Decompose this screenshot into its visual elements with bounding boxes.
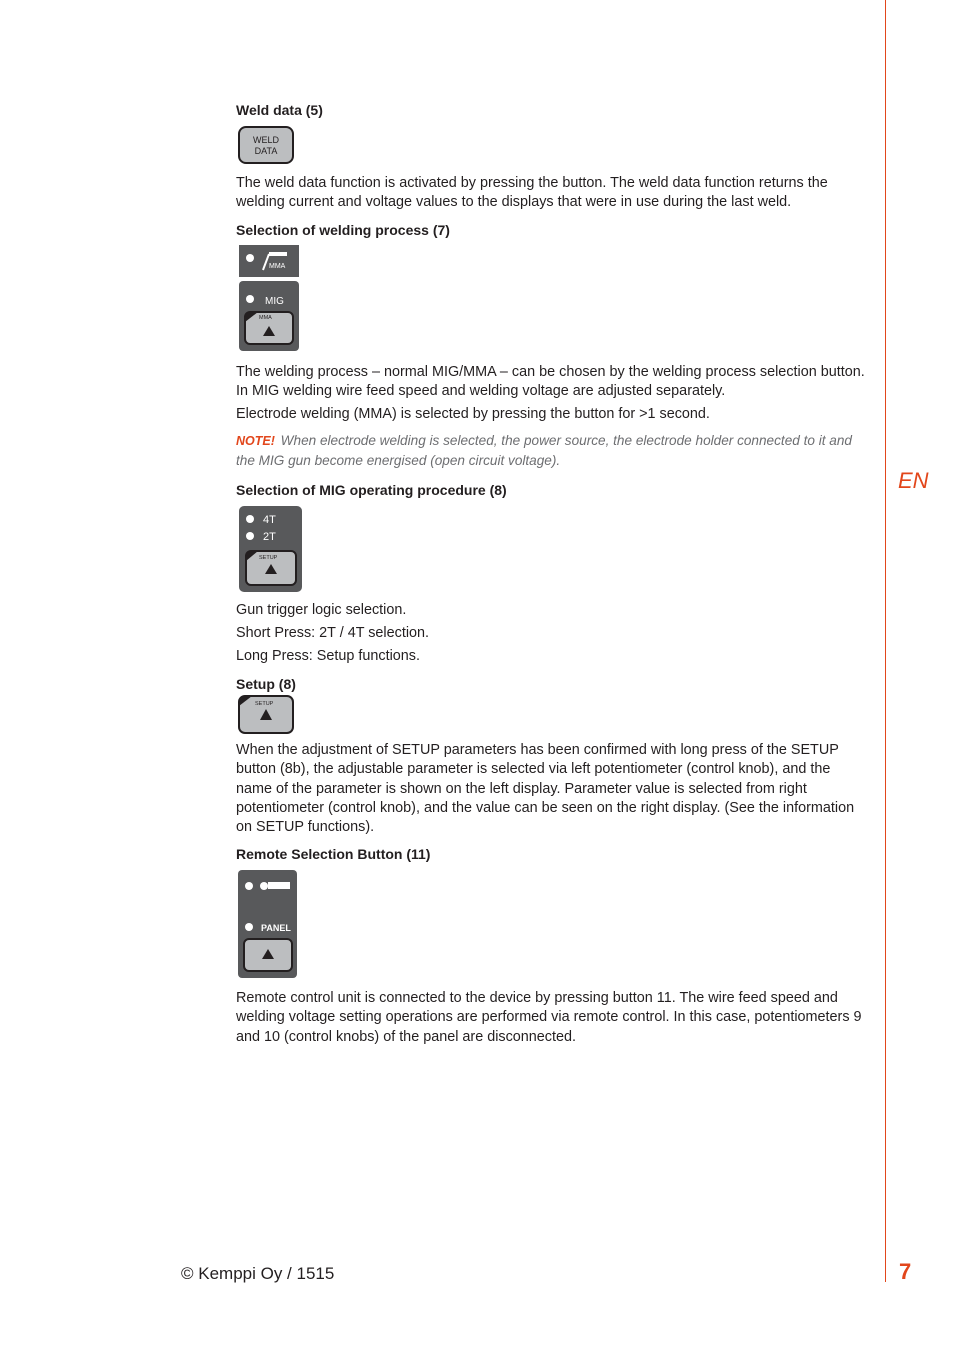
setup-heading: Setup (8) <box>236 676 296 692</box>
mig-line-2: Short Press: 2T / 4T selection. <box>236 625 430 641</box>
process-text-1: The welding process – normal MIG/MMA – can be chosen by the welding process selection button. In MIG welding wire feed speed and welding voltage are adjusted separately. <box>236 364 865 400</box>
margin-rule <box>885 0 886 1282</box>
language-tab: EN <box>898 468 929 493</box>
remote-heading: Remote Selection Button (11) <box>236 846 431 862</box>
mig-line-1: Gun trigger logic selection. <box>236 602 407 618</box>
mig-led-icon <box>246 295 254 303</box>
mig-procedure-heading: Selection of MIG operating procedure (8) <box>236 482 507 498</box>
mig-label: MIG <box>265 296 284 307</box>
page-number: 7 <box>899 1259 912 1284</box>
weld-data-label-1: WELD <box>252 135 280 145</box>
2t-led-icon <box>246 532 254 540</box>
setup-label: SETUP <box>255 701 274 707</box>
footer-copyright: © Kemppi Oy / 1515 <box>181 1264 335 1283</box>
remote-connector-icon <box>260 882 268 890</box>
setup-button-label: SETUP <box>259 555 278 561</box>
weld-data-button-image <box>238 126 294 164</box>
process-panel-image <box>238 244 302 352</box>
panel-led-icon <box>245 923 253 931</box>
process-button-label: MMA <box>259 315 272 321</box>
note-text: When electrode welding is selected, the power source, the electrode holder connected to it and the MIG gun become energised (open circuit voltage). <box>236 433 852 468</box>
weld-data-text: The weld data function is activated by pressing the button. The weld data function returns the welding current and voltage values to the displays that were in use during the last weld. <box>236 175 828 211</box>
mig-procedure-panel-image <box>238 505 304 593</box>
4t-label: 4T <box>263 514 276 526</box>
process-text-2: Electrode welding (MMA) is selected by pressing the button for >1 second. <box>236 406 710 422</box>
note-label: NOTE! <box>236 434 275 448</box>
remote-led-icon <box>245 882 253 890</box>
panel-label: PANEL <box>261 923 291 933</box>
4t-led-icon <box>246 515 254 523</box>
mma-led-icon <box>246 254 254 262</box>
setup-button-image <box>238 695 294 735</box>
mig-line-3: Long Press: Setup functions. <box>236 648 420 664</box>
setup-text: When the adjustment of SETUP parameters has been confirmed with long press of the SETUP button (8b), the adjustable parameter is selected via left potentiometer (control knob), and the name of the parameter is shown on the left display. Parameter value is selected from right potentiometer (control knob), and the value can be seen on the right display. (See the information on SETUP functions). <box>236 742 855 836</box>
remote-text: Remote control unit is connected to the device by pressing button 11. The wire feed speed and welding voltage setting operations are performed via remote control. In this case, potentiometers 9 and 10 (control knobs) of the panel are disconnected. <box>236 990 862 1045</box>
weld-data-label-2: DATA <box>254 146 278 156</box>
weld-data-heading: Weld data (5) <box>236 102 323 118</box>
2t-label: 2T <box>263 531 276 543</box>
note <box>236 431 866 470</box>
process-heading: Selection of welding process (7) <box>236 222 450 238</box>
remote-panel-image <box>237 869 299 980</box>
mma-label: MMA <box>269 263 286 270</box>
